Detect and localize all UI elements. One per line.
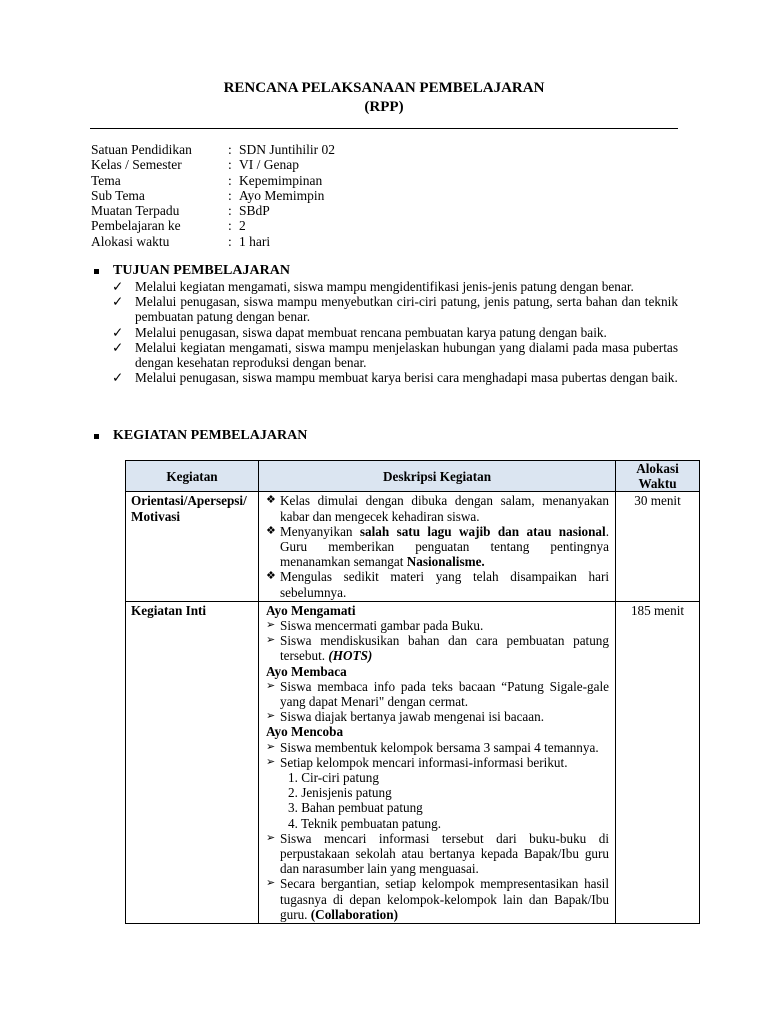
list-item	[112, 340, 678, 370]
item-text-part: Menyanyikan	[280, 523, 360, 539]
table-header-row	[126, 461, 700, 492]
arrow-bullet-icon: ➢	[266, 740, 276, 753]
list-item	[266, 618, 609, 633]
item-text-bold: salah satu lagu wajib dan atau nasional	[359, 523, 606, 539]
goals-list	[112, 279, 678, 385]
item-text	[280, 876, 609, 922]
subsection-title: Ayo Membaca	[266, 663, 347, 679]
list-item	[112, 370, 678, 385]
item-text-bold: Nasionalisme.	[406, 554, 485, 570]
info-value: VI / Genap	[239, 157, 299, 173]
item-text-part: Secara bergantian, setiap kelompok mempresentasikan hasil tugasnya di depan kelompok-kelompok lain dan Bapak/Ibu guru.	[280, 876, 609, 922]
info-colon: :	[228, 142, 232, 157]
list-item	[266, 831, 609, 877]
goal-text: Melalui penugasan, siswa mampu membuat karya berisi cara menghadapi masa pubertas dengan baik.	[135, 370, 678, 386]
list-item	[266, 876, 609, 922]
column-header-alokasi: Alokasi Waktu	[616, 461, 700, 492]
list-item	[266, 740, 609, 755]
item-text: Siswa membaca info pada teks bacaan “Patung Sigale-gale yang dapat Menari" dengan cermat.	[280, 678, 609, 710]
activity-name: Orientasi/Apersepsi/Motivasi	[126, 492, 259, 601]
item-text-part: . Guru memberikan penguatan tentang pentingnya menanamkan semangat	[280, 523, 609, 570]
numbered-item: 2. Jenisjenis patung	[288, 785, 392, 801]
info-label: Satuan Pendidikan	[91, 142, 192, 157]
info-label: Sub Tema	[91, 187, 145, 203]
column-header-kegiatan: Kegiatan	[126, 461, 259, 492]
info-value: 1 hari	[239, 233, 271, 249]
activity-name: Kegiatan Inti	[126, 601, 259, 923]
info-label: Alokasi waktu	[91, 233, 170, 249]
numbered-item: 1. Cir-ciri patung	[288, 770, 379, 786]
arrow-bullet-icon: ➢	[266, 877, 276, 890]
info-label: Muatan Terpadu	[91, 203, 180, 219]
check-icon: ✓	[112, 339, 124, 355]
list-item	[112, 294, 678, 324]
info-value: SBdP	[239, 203, 270, 219]
item-text: Mengulas sedikit materi yang telah disampaikan hari sebelumnya.	[280, 569, 609, 600]
diamond-bullet-icon: ❖	[266, 494, 276, 507]
subsection-title: Ayo Mengamati	[266, 602, 356, 618]
identity-block	[91, 142, 335, 249]
info-row	[91, 142, 335, 157]
arrow-bullet-icon: ➢	[266, 634, 276, 647]
arrow-bullet-icon: ➢	[266, 755, 276, 768]
square-bullet-icon	[94, 269, 99, 274]
document-subtitle: (RPP)	[364, 99, 404, 115]
column-header-deskripsi: Deskripsi Kegiatan	[259, 461, 616, 492]
item-text: Siswa mencari informasi tersebut dari buku-buku di perpustakaan sekolah atau bertanya kepada Bapak/Ibu guru dan narasumber lain yang menguasai.	[280, 830, 609, 877]
info-label: Kelas / Semester	[91, 157, 182, 173]
goal-text: Melalui kegiatan mengamati, siswa mampu menjelaskan hubungan yang dialami pada masa pubertas dengan kesehatan reproduksi dengan benar.	[135, 339, 678, 371]
table-row	[126, 601, 700, 923]
hots-tag: (HOTS)	[328, 648, 373, 664]
section-heading-tujuan	[91, 263, 290, 279]
activity-description	[259, 601, 616, 923]
section-heading-kegiatan	[91, 428, 307, 444]
info-value: 2	[239, 218, 246, 234]
info-colon: :	[228, 187, 232, 203]
info-value: Ayo Memimpin	[239, 187, 325, 203]
section-heading-text: TUJUAN PEMBELAJARAN	[113, 263, 290, 278]
arrow-bullet-icon: ➢	[266, 710, 276, 723]
item-text: Siswa mencermati gambar pada Buku.	[280, 618, 484, 634]
list-item	[266, 633, 609, 663]
check-icon: ✓	[112, 370, 124, 386]
section-heading-text: KEGIATAN PEMBELAJARAN	[113, 428, 308, 443]
list-item	[266, 493, 609, 523]
diamond-bullet-icon: ❖	[266, 524, 276, 537]
info-colon: :	[228, 233, 232, 249]
list-item	[266, 679, 609, 709]
list-item	[266, 709, 609, 724]
info-row	[91, 157, 335, 172]
info-value: Kepemimpinan	[239, 172, 323, 188]
arrow-bullet-icon: ➢	[266, 831, 276, 844]
item-text	[280, 633, 609, 663]
info-row	[91, 218, 335, 233]
info-row	[91, 234, 335, 249]
activity-time: 30 menit	[616, 492, 700, 601]
item-text	[280, 524, 609, 570]
goal-text: Melalui kegiatan mengamati, siswa mampu mengidentifikasi jenis-jenis patung dengan benar.	[135, 279, 634, 294]
activity-description	[259, 492, 616, 601]
title-divider	[90, 128, 678, 129]
activity-time: 185 menit	[616, 601, 700, 923]
info-row	[91, 173, 335, 188]
table-row	[126, 492, 700, 601]
info-colon: :	[228, 218, 232, 234]
list-item	[112, 279, 678, 294]
goal-text: Melalui penugasan, siswa mampu menyebutkan ciri-ciri patung, jenis patung, serta bahan dan teknik pembuatan patung dengan benar.	[135, 294, 678, 325]
list-item	[112, 325, 678, 340]
info-colon: :	[228, 172, 232, 188]
square-bullet-icon	[94, 434, 99, 439]
info-colon: :	[228, 203, 232, 219]
numbered-item: 3. Bahan pembuat patung	[288, 800, 423, 816]
info-label: Pembelajaran ke	[91, 218, 181, 234]
info-value: SDN Juntihilir 02	[239, 142, 336, 157]
info-row	[91, 188, 335, 203]
list-item	[266, 755, 609, 770]
goal-text: Melalui penugasan, siswa dapat membuat rencana pembuatan karya patung dengan baik.	[135, 324, 607, 340]
list-item	[266, 524, 609, 570]
info-label: Tema	[91, 172, 121, 188]
item-text: Siswa membentuk kelompok bersama 3 sampai 4 temannya.	[280, 739, 599, 755]
item-text: Kelas dimulai dengan dibuka dengan salam, menanyakan kabar dan mengecek kehadiran siswa.	[280, 493, 609, 524]
check-icon: ✓	[112, 324, 124, 340]
item-text: Siswa diajak bertanya jawab mengenai isi bacaan.	[280, 709, 545, 725]
collaboration-tag: (Collaboration)	[310, 906, 398, 922]
info-row	[91, 203, 335, 218]
check-icon: ✓	[112, 279, 124, 294]
arrow-bullet-icon: ➢	[266, 619, 276, 632]
item-text: Setiap kelompok mencari informasi-informasi berikut.	[280, 754, 568, 770]
document-title: RENCANA PELAKSANAAN PEMBELAJARAN	[223, 80, 545, 96]
activity-table	[125, 460, 700, 924]
info-colon: :	[228, 157, 232, 173]
check-icon: ✓	[112, 294, 124, 310]
numbered-item: 4. Teknik pembuatan patung.	[288, 815, 442, 831]
subsection-title: Ayo Mencoba	[266, 724, 344, 740]
list-item	[266, 569, 609, 599]
diamond-bullet-icon: ❖	[266, 570, 276, 583]
arrow-bullet-icon: ➢	[266, 679, 276, 692]
item-text-part: Siswa mendiskusikan bahan dan cara pembuatan patung tersebut.	[280, 633, 609, 664]
